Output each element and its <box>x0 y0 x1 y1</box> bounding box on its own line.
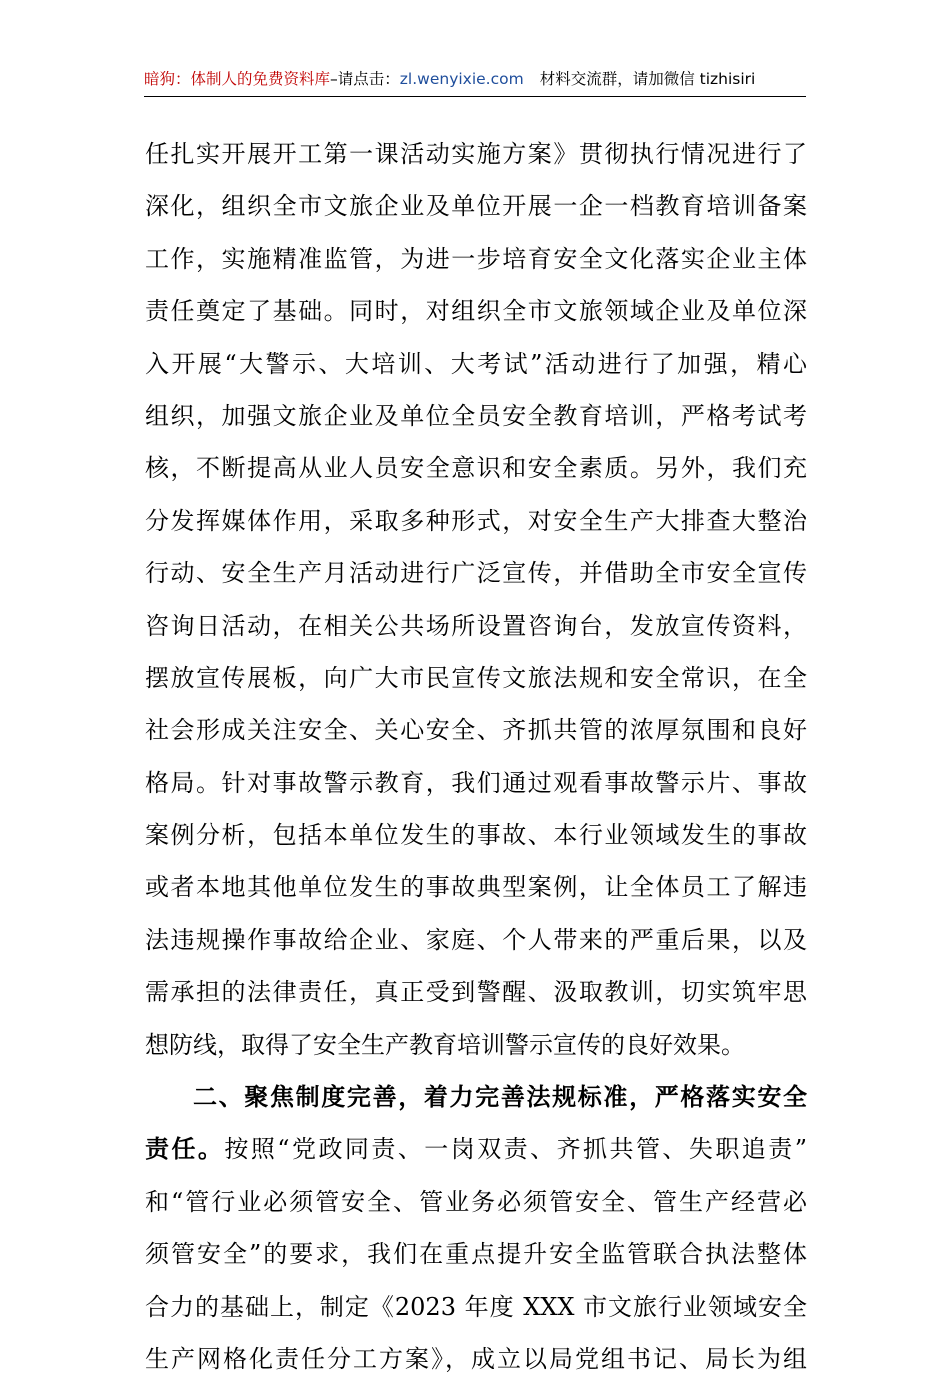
header-url-link[interactable]: zl.wenyixie.com <box>399 70 524 88</box>
section-heading: 二、聚焦制度完善，着力完善法规标准，严格落实安全 <box>193 1082 807 1112</box>
header-note: 材料交流群，请加微信 tizhisiri <box>539 70 756 88</box>
text-line: 合力的基础上，制定《2023 年度 XXX 市文旅行业领域安全 <box>145 1292 807 1321</box>
text-line: 和“管行业必须管安全、管业务必须管安全、管生产经营必 <box>145 1187 807 1216</box>
text-line: 摆放宣传展板，向广大市民宣传文旅法规和安全常识，在全 <box>145 663 807 692</box>
text-line: 须管安全”的要求，我们在重点提升安全监管联合执法整体 <box>145 1240 807 1269</box>
text-line: 责任奠定了基础。同时，对组织全市文旅领域企业及单位深 <box>145 297 807 326</box>
text-line: 想防线，取得了安全生产教育培训警示宣传的良好效果。 <box>145 1030 745 1059</box>
section-heading-end: 责任。 <box>145 1134 225 1164</box>
text-line: 工作，实施精准监管，为进一步培育安全文化落实企业主体 <box>145 244 807 273</box>
document-body <box>145 128 807 1385</box>
text-line: 社会形成关注安全、关心安全、齐抓共管的浓厚氛围和良好 <box>145 716 807 745</box>
text-line: 咨询日活动，在相关公共场所设置咨询台，发放宣传资料， <box>145 611 807 640</box>
text-line: 格局。针对事故警示教育，我们通过观看事故警示片、事故 <box>145 768 807 797</box>
text-line: 生产网格化责任分工方案》，成立以局党组书记、局长为组 <box>145 1344 807 1373</box>
text-line: 核，不断提高从业人员安全意识和安全素质。另外，我们充 <box>145 454 807 483</box>
page-header <box>144 62 806 97</box>
text-line: 分发挥媒体作用，采取多种形式，对安全生产大排查大整治 <box>145 506 807 535</box>
text-line: 或者本地其他单位发生的事故典型案例，让全体员工了解违 <box>145 873 807 902</box>
text-line: 深化，组织全市文旅企业及单位开展一企一档教育培训备案 <box>145 192 807 221</box>
text-line: 行动、安全生产月活动进行广泛宣传，并借助全市安全宣传 <box>145 559 807 588</box>
text-line: 入开展“大警示、大培训、大考试”活动进行了加强，精心 <box>145 349 807 378</box>
text-line <box>145 1123 807 1175</box>
text-line: 组织，加强文旅企业及单位全员安全教育培训，严格考试考 <box>145 401 807 430</box>
text-line: 法违规操作事故给企业、家庭、个人带来的严重后果，以及 <box>145 925 807 954</box>
text-line: 需承担的法律责任，真正受到警醒、汲取教训，切实筑牢思 <box>145 978 807 1007</box>
header-brand[interactable]: 暗狗：体制人的免费资料库 <box>144 70 331 88</box>
header-prompt: –请点击： <box>330 70 400 88</box>
text-line: 任扎实开展开工第一课活动实施方案》贯彻执行情况进行了 <box>145 140 807 168</box>
text-line-rest: 按照“党政同责、一岗双责、齐抓共管、失职追责” <box>224 1135 807 1164</box>
text-line: 案例分析，包括本单位发生的事故、本行业领域发生的事故 <box>145 821 807 850</box>
